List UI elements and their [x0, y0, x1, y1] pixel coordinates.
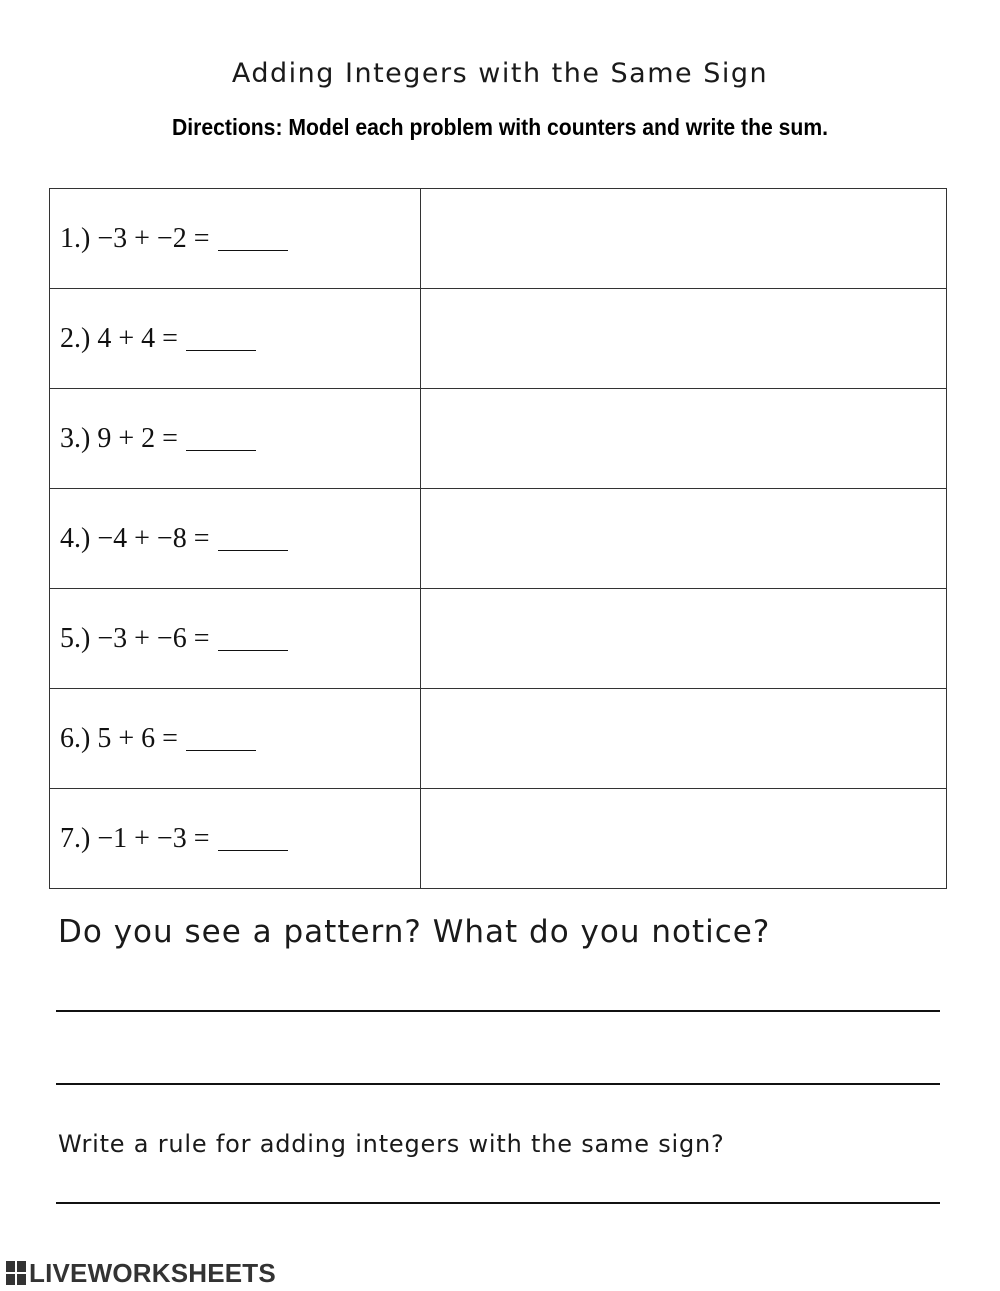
problem-row [50, 389, 947, 489]
answer-blank[interactable] [218, 249, 288, 251]
problem-cell [50, 189, 421, 289]
problem-text: 7.) −1 + −3 = [60, 822, 210, 854]
answer-blank[interactable] [186, 449, 256, 451]
problem-text: 4.) −4 + −8 = [60, 522, 210, 554]
problem-cell [50, 489, 421, 589]
logo-grid-icon [6, 1261, 26, 1285]
problem-text: 2.) 4 + 4 = [60, 322, 178, 354]
worksheet-title: Adding Integers with the Same Sign [231, 58, 769, 89]
model-area[interactable] [421, 289, 947, 389]
model-area[interactable] [421, 389, 947, 489]
answer-line[interactable] [56, 1083, 940, 1085]
model-area[interactable] [421, 689, 947, 789]
model-area[interactable] [421, 589, 947, 689]
liveworksheets-logo [6, 1258, 276, 1288]
model-area[interactable] [421, 789, 947, 889]
problem-cell [50, 789, 421, 889]
problem-text: 3.) 9 + 2 = [60, 422, 178, 454]
problem-cell [50, 389, 421, 489]
problem-text: 6.) 5 + 6 = [60, 722, 178, 754]
answer-line[interactable] [56, 1010, 940, 1012]
problem-cell [50, 589, 421, 689]
model-area[interactable] [421, 489, 947, 589]
answer-blank[interactable] [218, 649, 288, 651]
problem-text: 1.) −3 + −2 = [60, 222, 210, 254]
problem-table [49, 188, 947, 889]
problem-cell [50, 689, 421, 789]
problem-cell [50, 289, 421, 389]
logo-text: LIVEWORKSHEETS [29, 1257, 276, 1288]
problem-text: 5.) −3 + −6 = [60, 622, 210, 654]
problem-row [50, 489, 947, 589]
answer-blank[interactable] [186, 349, 256, 351]
answer-blank[interactable] [218, 549, 288, 551]
rule-question: Write a rule for adding integers with the same sign? [58, 1130, 725, 1158]
directions-text: Directions: Model each problem with counters and write the sum. [171, 114, 829, 140]
pattern-question: Do you see a pattern? What do you notice? [58, 914, 771, 950]
problem-row [50, 289, 947, 389]
answer-blank[interactable] [186, 749, 256, 751]
answer-blank[interactable] [218, 849, 288, 851]
problem-row [50, 689, 947, 789]
problem-row [50, 189, 947, 289]
model-area[interactable] [421, 189, 947, 289]
problem-row [50, 789, 947, 889]
rule-answer-line[interactable] [56, 1202, 940, 1204]
problem-row [50, 589, 947, 689]
